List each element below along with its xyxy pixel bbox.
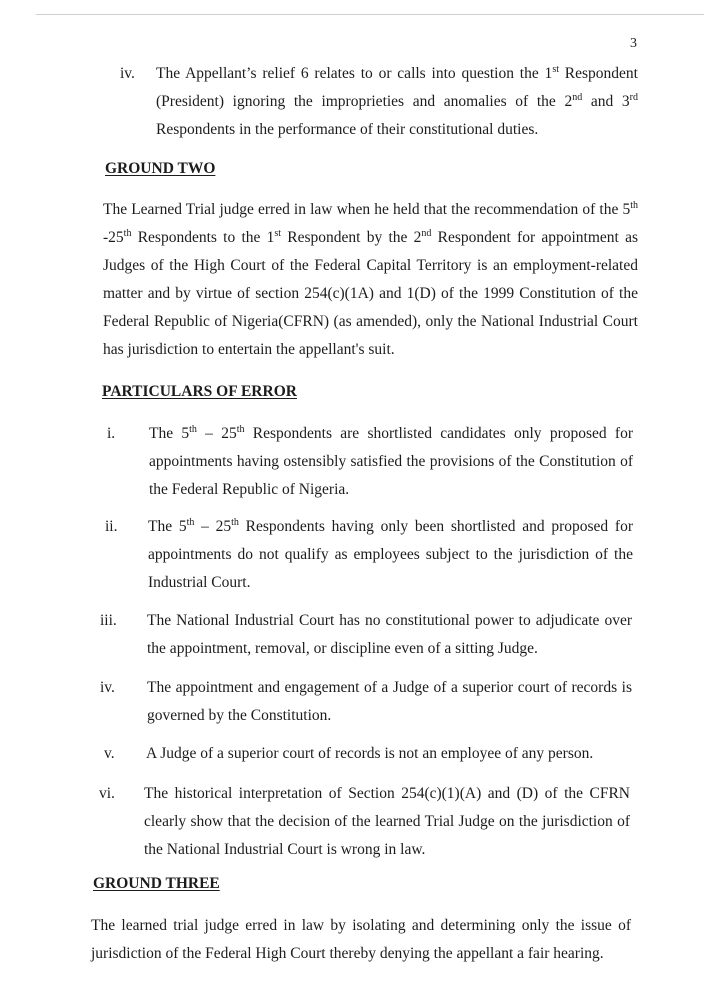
ground-two-heading: GROUND TWO <box>105 160 216 177</box>
particular-text: The appointment and engagement of a Judge of a superior court of records is governed by the Constitution. <box>147 679 632 724</box>
particular-text: The 5th – 25th Respondents having only been shortlisted and proposed for appointments do not qualify as employees subject to the jurisdiction of the Industrial Court. <box>148 517 633 591</box>
particular-numeral: i. <box>107 425 116 442</box>
particular-numeral: vi. <box>99 785 115 802</box>
page-number: 3 <box>630 36 637 51</box>
ground-two-text: The Learned Trial judge erred in law when he held that the recommendation of the 5th -25th Respondents to the 1st Respondent by the 2nd Respondent for appointment as Judges of the High Court of the Federal Capital Territory is an employment-related matter and by virtue of section 254(c)(1A) and 1(D) of the 1999 Constitution of the Federal Republic of Nigeria(CFRN) (as amended), only the National Industrial Court has jurisdiction to entertain the appellant's suit. <box>103 200 639 358</box>
particular-text: A Judge of a superior court of records is not an employee of any person. <box>146 745 594 762</box>
particular-text: The historical interpretation of Section 254(c)(1)(A) and (D) of the CFRN clearly show that the decision of the learned Trial Judge on the jurisdiction of the National Industrial Court is wrong in law. <box>144 785 630 858</box>
relief-item-numeral: iv. <box>120 65 135 82</box>
particular-numeral: iii. <box>100 612 117 629</box>
particular-numeral: ii. <box>105 518 118 535</box>
relief-item-text: The Appellant’s relief 6 relates to or calls into question the 1st Respondent (President) ignoring the improprieties and anomalies of the 2nd and 3rd Respondents in the performance of their constitutional duties. <box>156 64 638 138</box>
particular-numeral: v. <box>104 745 115 762</box>
particular-text: The National Industrial Court has no constitutional power to adjudicate over the appointment, removal, or discipline even of a sitting Judge. <box>147 612 632 657</box>
particular-text: The 5th – 25th Respondents are shortlisted candidates only proposed for appointments having ostensibly satisfied the provisions of the Constitution of the Federal Republic of Nigeria. <box>149 424 633 498</box>
page-top-rule <box>36 14 704 15</box>
particulars-heading: PARTICULARS OF ERROR <box>102 383 297 400</box>
ground-three-text: The learned trial judge erred in law by isolating and determining only the issue of jurisdiction of the Federal High Court thereby denying the appellant a fair hearing. <box>91 917 631 962</box>
ground-three-heading: GROUND THREE <box>93 875 220 892</box>
particular-numeral: iv. <box>100 679 115 696</box>
